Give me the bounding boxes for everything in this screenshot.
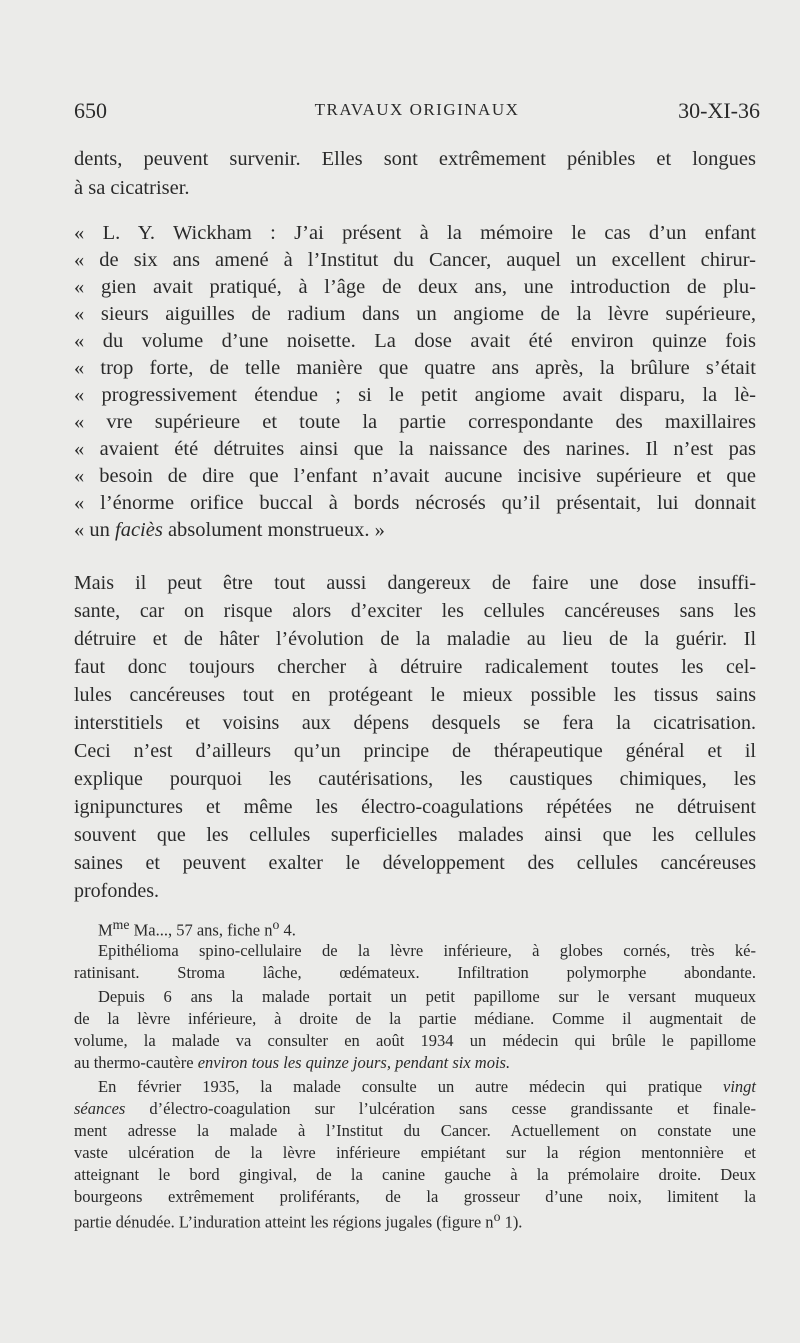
case-title — [98, 917, 756, 941]
body-line: lules cancéreuses tout en protégeant le mieux possible les tissus sains — [74, 684, 756, 706]
text-span: « un — [74, 519, 115, 541]
quote-line: « L. Y. Wickham : J’ai présent à la mémoire le cas d’un enfant — [74, 222, 756, 244]
running-title: TRAVAUX ORIGINAUX — [314, 100, 520, 119]
case-line: ment adresse la malade à l’Institut du Cancer. Actuellement on constate une — [74, 1121, 756, 1140]
body-line: sante, car on risque alors d’exciter les cellules cancéreuses sans les — [74, 600, 756, 622]
quote-line: « besoin de dire que l’enfant n’avait aucune incisive supérieure et que — [74, 465, 756, 487]
quote-line: « de six ans amené à l’Institut du Cancer, auquel un excellent chirur- — [74, 249, 756, 271]
text-span: absolument monstrueux. » — [162, 519, 385, 541]
body-line: interstitiels et voisins aux dépens desquels se fera la cicatrisation. — [74, 712, 756, 734]
case-line: Epithélioma spino-cellulaire de la lèvre inférieure, à globes cornés, très ké- — [98, 941, 756, 960]
case-line — [74, 1053, 756, 1073]
superscript: o — [272, 917, 280, 932]
body-line: saines et peuvent exalter le développement des cellules cancéreuses — [74, 852, 756, 874]
quote-line: « avaient été détruites ainsi que la naissance des narines. Il n’est pas — [74, 438, 756, 460]
body-line: Mais il peut être tout aussi dangereux de faire une dose insuffi- — [74, 572, 756, 594]
quote-line: « du volume d’une noisette. La dose avait été environ quinze fois — [74, 330, 756, 352]
quote-line: « trop forte, de telle manière que quatre ans après, la brûlure s’était — [74, 357, 756, 379]
text-span: d’électro-coagulation sur l’ulcération sans cesse grandissante et finale- — [125, 1099, 756, 1118]
case-line: Depuis 6 ans la malade portait un petit papillome sur le versant muqueux — [98, 987, 756, 1006]
text-line: à sa cicatriser. — [74, 177, 190, 199]
body-line: ignipunctures et même les électro-coagulations répétées ne détruisent — [74, 796, 756, 818]
italic-word: séances — [74, 1099, 126, 1118]
page-header — [74, 98, 760, 128]
body-line: faut donc toujours chercher à détruire radicalement toutes les cel- — [74, 656, 756, 678]
text-span: 1). — [500, 1212, 523, 1232]
text-span: partie dénudée. L’induration atteint les régions jugales (figure n — [74, 1212, 494, 1232]
quote-line: « sieurs aiguilles de radium dans un angiome de la lèvre supérieure, — [74, 303, 756, 325]
text-line: dents, peuvent survenir. Elles sont extrêmement pénibles et longues — [74, 148, 756, 170]
text-span: Ma..., 57 ans, fiche n — [129, 920, 273, 940]
body-line: profondes. — [74, 880, 159, 902]
case-line: volume, la malade va consulter en août 1934 un médecin qui brûle le papillome — [74, 1031, 756, 1050]
quote-line: « progressivement étendue ; si le petit angiome avait disparu, la lè- — [74, 384, 756, 406]
quote-line: « gien avait pratiqué, à l’âge de deux ans, une introduction de plu- — [74, 276, 756, 298]
superscript: o — [493, 1209, 501, 1224]
case-line — [74, 1209, 756, 1233]
case-line — [98, 1077, 756, 1097]
case-line: atteignant le bord gingival, de la canine gauche à la prémolaire droite. Deux — [74, 1165, 756, 1184]
superscript: me — [112, 917, 130, 932]
body-line: explique pourquoi les cautérisations, les caustiques chimiques, les — [74, 768, 756, 790]
header-date: 30-XI-36 — [678, 98, 760, 123]
body-line: souvent que les cellules superficielles malades ainsi que les cellules — [74, 824, 756, 846]
text-span: M — [98, 920, 113, 940]
italic-term: faciès — [115, 519, 163, 541]
quote-line-last — [74, 519, 756, 542]
case-line — [74, 1099, 756, 1119]
italic-word: vingt — [723, 1077, 756, 1096]
quote-line: « l’énorme orifice buccal à bords nécrosés qu’il présentait, lui donnait — [74, 492, 756, 514]
case-line: vaste ulcération de la lèvre inférieure empiétant sur la région mentonnière et — [74, 1143, 756, 1162]
text-span: En février 1935, la malade consulte un autre médecin qui pratique — [98, 1077, 723, 1096]
quote-line: « vre supérieure et toute la partie correspondante des maxillaires — [74, 411, 756, 433]
case-line: bourgeons extrêmement proliférants, de la grosseur d’une noix, limitent la — [74, 1187, 756, 1206]
text-span: au thermo-cautère — [74, 1053, 198, 1072]
case-line: ratinisant. Stroma lâche, œdémateux. Infiltration polymorphe abondante. — [74, 963, 756, 982]
body-line: détruire et de hâter l’évolution de la maladie au lieu de la guérir. Il — [74, 628, 756, 650]
text-span: 4. — [279, 920, 296, 940]
page-number: 650 — [74, 98, 107, 123]
case-line: de la lèvre inférieure, à droite de la partie médiane. Comme il augmentait de — [74, 1009, 756, 1028]
italic-phrase: environ tous les quinze jours, pendant six mois. — [197, 1053, 511, 1072]
body-line: Ceci n’est d’ailleurs qu’un principe de thérapeutique général et il — [74, 740, 756, 762]
